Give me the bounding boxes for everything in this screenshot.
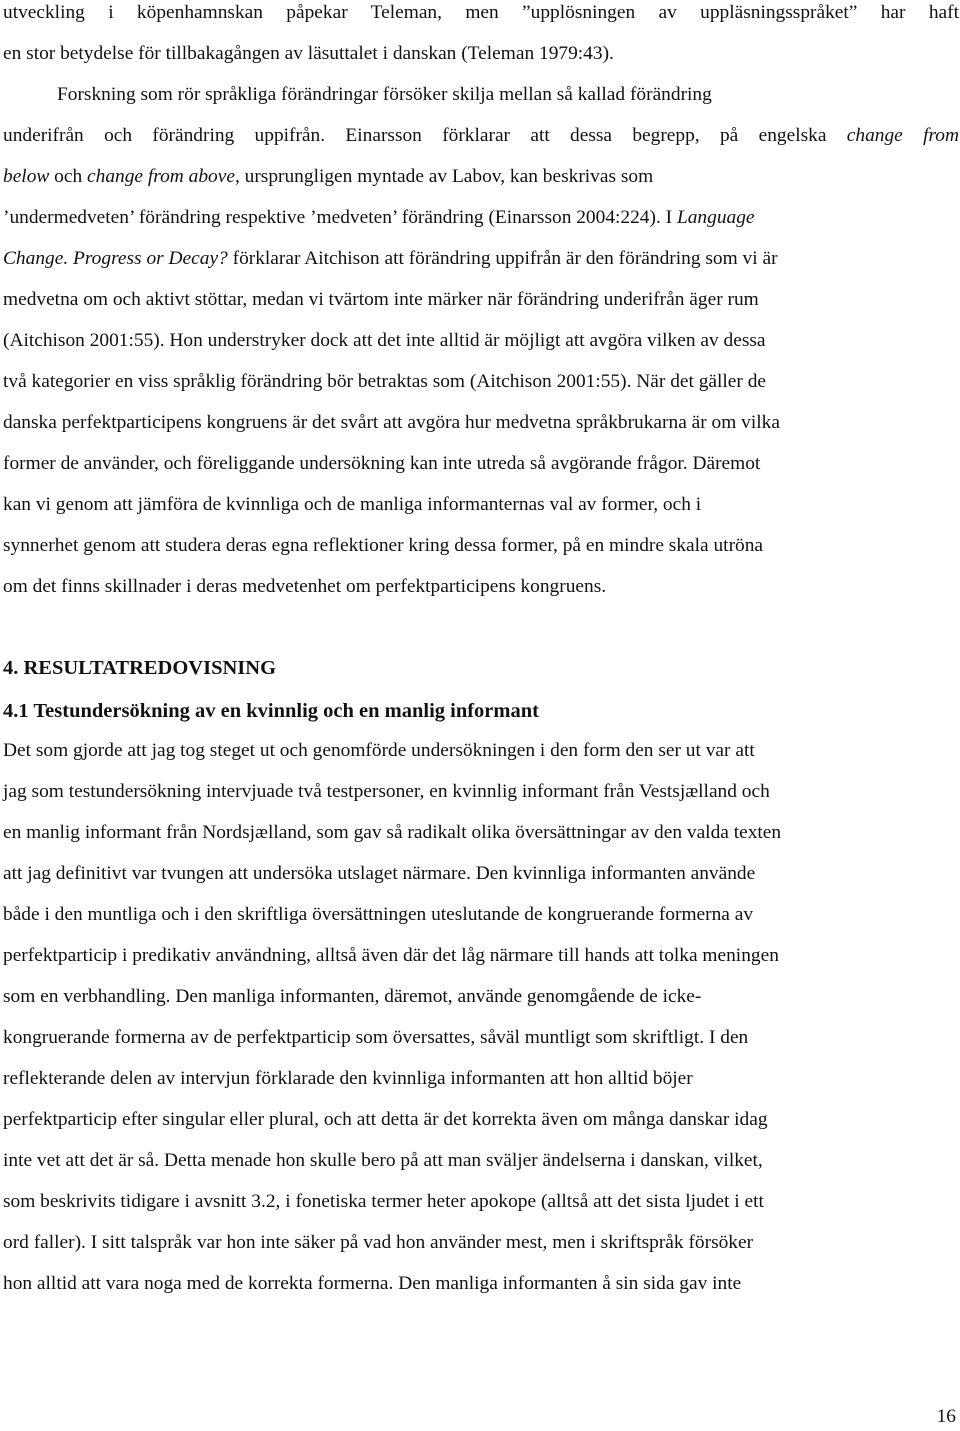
text-line: om det finns skillnader i deras medvetenhet om perfektparticipens kongruens.: [3, 576, 607, 597]
text-line: jag som testundersökning intervjuade två testpersoner, en kvinnlig informant från Vestsjælland och: [3, 781, 770, 802]
text-run: , ursprungligen myntade av Labov, kan beskrivas som: [234, 166, 654, 187]
text-line: synnerhet genom att studera deras egna reflektioner kring dessa former, på en mindre skala utröna: [3, 535, 764, 556]
text-line: två kategorier en viss språklig förändring bör betraktas som (Aitchison 2001:55). När det gäller de: [3, 371, 767, 392]
text-run: underifrån och förändring uppifrån. Einarsson förklarar att dessa begrepp, på engelska: [3, 125, 847, 146]
text-line: (Aitchison 2001:55). Hon understryker dock att det inte alltid är möjligt att avgöra vilken av dessa: [3, 330, 766, 351]
text-line: reflekterande delen av intervjun förklarade den kvinnliga informanten att hon alltid böjer: [3, 1068, 693, 1089]
text-line: Forskning som rör språkliga förändringar försöker skilja mellan så kallad förändring: [57, 84, 712, 105]
text-line: utveckling i köpenhamnskan påpekar Teleman, men ”upplösningen av uppläsningsspråket” har haft: [3, 2, 959, 23]
page-number: 16: [936, 1406, 956, 1427]
text-line: som beskrivits tidigare i avsnitt 3.2, i fonetiska termer heter apokope (alltså att det sista ljudet i ett: [3, 1191, 764, 1212]
italic-term: change from above: [87, 166, 235, 187]
text-run: förklarar Aitchison att förändring uppifrån är den förändring som vi är: [227, 248, 778, 269]
text-line: perfektparticip i predikativ användning, alltså även där det låg närmare till hands att tolka meningen: [3, 945, 779, 966]
text-line: danska perfektparticipens kongruens är det svårt att avgöra hur medvetna språkbrukarna är om vilka: [3, 412, 780, 433]
text-line: att jag definitivt var tvungen att undersöka utslaget närmare. Den kvinnliga informanten använde: [3, 863, 756, 884]
text-line: inte vet att det är så. Detta menade hon skulle bero på att man sväljer ändelserna i danskan, vilket,: [3, 1150, 763, 1171]
text-line: perfektparticip efter singular eller plural, och att detta är det korrekta även om många danskar idag: [3, 1109, 768, 1130]
subsection-heading: 4.1 Testundersökning av en kvinnlig och en manlig informant: [3, 700, 539, 722]
text-line: [3, 163, 959, 204]
text-line: som en verbhandling. Den manliga informanten, däremot, använde genomgående de icke-: [3, 986, 702, 1007]
text-line: ord faller). I sitt talspråk var hon inte säker på vad hon använder mest, men i skriftspråk försöker: [3, 1232, 754, 1253]
text-line: [3, 245, 959, 286]
italic-term: below: [3, 166, 50, 187]
text-line: Det som gjorde att jag tog steget ut och genomförde undersökningen i den form den ser ut var att: [3, 740, 755, 761]
text-line: en stor betydelse för tillbakagången av läsuttalet i danskan (Teleman 1979:43).: [3, 43, 614, 64]
italic-title: Change. Progress or Decay?: [3, 248, 228, 269]
paragraph-intro: [3, 0, 959, 614]
italic-term: change from: [846, 125, 959, 146]
text-line: hon alltid att vara noga med de korrekta formerna. Den manliga informanten å sin sida gav inte: [3, 1273, 742, 1294]
text-line: former de använder, och föreliggande undersökning kan inte utreda så avgörande frågor. Däremot: [3, 453, 761, 474]
text-line: kan vi genom att jämföra de kvinnliga och de manliga informanternas val av former, och i: [3, 494, 702, 515]
text-line: både i den muntliga och i den skriftliga översättningen uteslutande de kongruerande formerna av: [3, 904, 754, 925]
text-line: kongruerande formerna av de perfektparticip som översattes, såväl muntligt som skriftligt. I den: [3, 1027, 749, 1048]
text-run: och: [49, 166, 88, 187]
text-line: medvetna om och aktivt stöttar, medan vi tvärtom inte märker när förändring underifrån äger rum: [3, 289, 759, 310]
italic-term: Language: [676, 207, 755, 228]
paragraph-results: [3, 737, 959, 1311]
text-run: ’undermedveten’ förändring respektive ’medveten’ förändring (Einarsson 2004:224). I: [3, 207, 677, 228]
section-heading: 4. RESULTATREDOVISNING: [3, 657, 277, 679]
text-line: [3, 204, 959, 245]
text-line: en manlig informant från Nordsjælland, som gav så radikalt olika översättningar av den valda texten: [3, 822, 782, 843]
text-line: [3, 122, 959, 163]
